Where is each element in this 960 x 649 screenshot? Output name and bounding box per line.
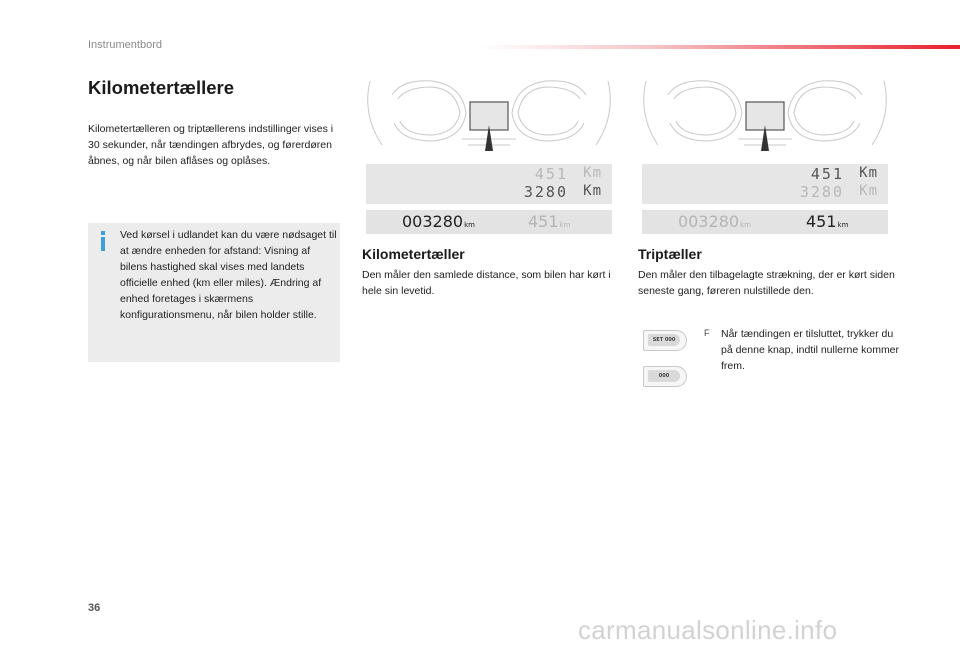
section-label: Instrumentbord (88, 39, 162, 51)
header-accent-line (480, 45, 960, 49)
lcd-total-value: 3280 (799, 183, 844, 201)
info-text: Ved kørsel i udlandet kan du være nødsaget til at ændre enheden for afstand: Visning af bilens hastighed skal vises med landets officielle enhed (km eller miles). Ændring af enhed foretages i skærmens konfigurationsmenu, når bilen holder stille. (120, 229, 337, 321)
page-title: Kilometertællere (88, 77, 234, 98)
odometer-trip: 451km (528, 212, 571, 231)
trip-description: Den måler den tilbagelagte strækning, der er kørt siden seneste gang, føreren nulstillede den. (638, 269, 895, 297)
odometer-heading: Kilometertæller (362, 246, 465, 262)
info-box (88, 223, 340, 362)
watermark: carmanualsonline.info (578, 615, 838, 645)
instrument-cluster-illustration-right (638, 75, 892, 157)
lcd-total-unit: Km (859, 183, 878, 199)
reset-instruction: Når tændingen er tilsluttet, trykker du på denne knap, indtil nullerne kommer frem. (721, 328, 900, 372)
page-number: 36 (88, 602, 101, 614)
odometer-trip: 451km (806, 212, 849, 231)
odometer-total: 003280km (678, 212, 751, 231)
trip-heading: Triptæller (638, 246, 702, 262)
lcd-total-unit: Km (583, 183, 602, 199)
lcd-trip-unit: Km (583, 165, 602, 181)
lcd-trip-unit: Km (859, 165, 878, 181)
odometer-description: Den måler den samlede distance, som bilen har kørt i hele sin levetid. (362, 269, 611, 297)
odometer-total: 003280km (402, 212, 475, 231)
set-000-button-illustration (643, 330, 687, 351)
reset-000-button-label: 000 (648, 370, 680, 382)
odometer-strip-right (642, 210, 888, 234)
instrument-cluster-illustration-left (362, 75, 616, 157)
intro-paragraph: Kilometertælleren og triptællerens indstillinger vises i 30 sekunder, når tændingen afbrydes, og førerdøren åbnes, og når bilen aflåses og oplåses. (88, 123, 334, 167)
info-icon (98, 231, 108, 251)
reset-000-button-illustration (643, 366, 687, 387)
lcd-display-right (642, 164, 888, 204)
lcd-display-left (366, 164, 612, 204)
bullet-marker: F (704, 328, 710, 338)
lcd-trip-value: 451 (810, 165, 844, 183)
odometer-strip-left (366, 210, 612, 234)
lcd-trip-value: 451 (534, 165, 568, 183)
set-000-button-label: SET 000 (648, 334, 680, 346)
lcd-total-value: 3280 (523, 183, 568, 201)
